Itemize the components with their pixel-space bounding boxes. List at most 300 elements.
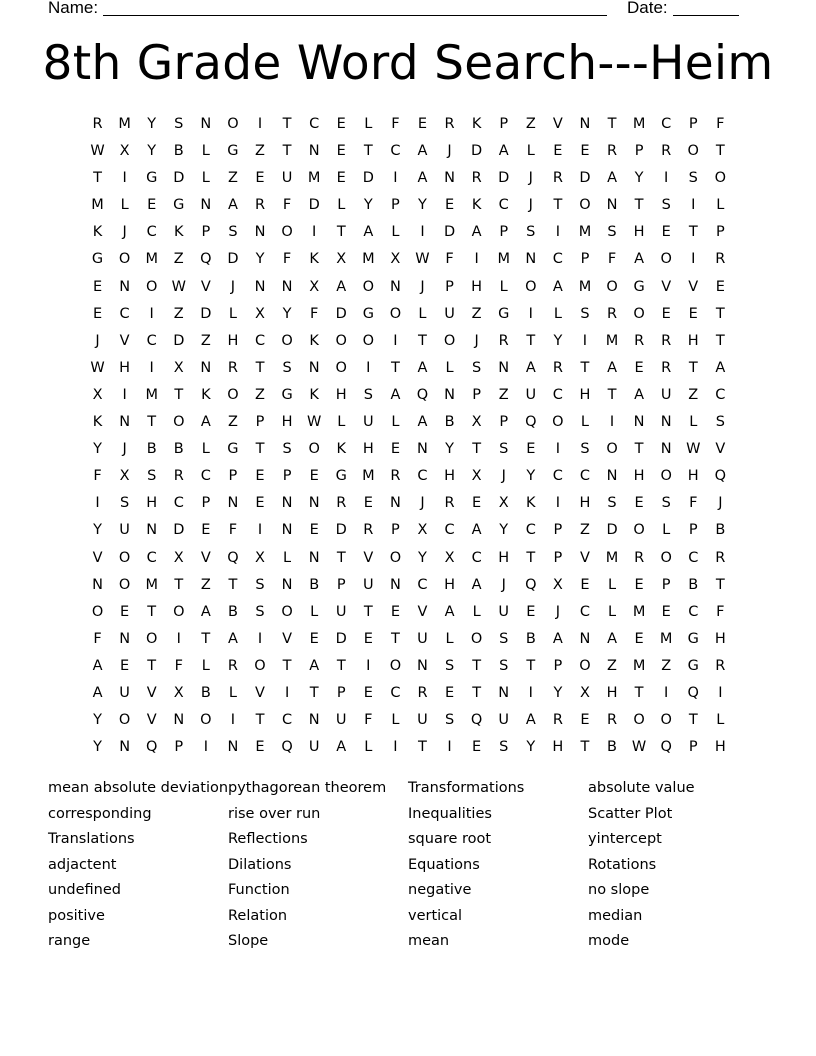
grid-letter: C <box>390 684 401 701</box>
grid-letter: W <box>686 441 701 458</box>
grid-letter: R <box>606 305 618 322</box>
grid-letter: E <box>444 684 455 701</box>
grid-letter: S <box>661 197 671 214</box>
grid-letter: N <box>498 684 510 701</box>
grid-letter: F <box>309 305 319 322</box>
grid-row <box>84 111 734 138</box>
grid-letter: E <box>634 495 644 512</box>
grid-letter: E <box>580 143 590 160</box>
grid-letter: S <box>580 441 590 458</box>
grid-letter: A <box>552 278 563 295</box>
grid-letter: P <box>201 495 211 512</box>
grid-letter: U <box>417 630 428 647</box>
grid-letter: T <box>634 197 644 214</box>
grid-letter: A <box>444 603 455 620</box>
grid-letter: N <box>389 495 401 512</box>
grid-letter: E <box>147 197 157 214</box>
word-list <box>48 778 768 957</box>
grid-letter: P <box>580 251 590 268</box>
grid-letter: T <box>390 630 400 647</box>
grid-letter: I <box>176 630 181 647</box>
word-list-item: Transformations <box>408 780 525 796</box>
grid-letter: I <box>312 224 317 241</box>
word-list-item: Rotations <box>588 856 657 873</box>
grid-letter: X <box>255 549 265 566</box>
grid-letter: H <box>335 386 347 403</box>
grid-letter: I <box>95 495 100 512</box>
grid-letter: Y <box>418 549 427 566</box>
grid-letter: I <box>528 305 533 322</box>
grid-letter: L <box>201 143 210 160</box>
date-label: Date: <box>627 0 668 17</box>
grid-letter: Z <box>498 386 509 403</box>
grid-letter: C <box>309 116 320 132</box>
grid-letter: N <box>281 576 293 593</box>
grid-letter: L <box>391 224 400 241</box>
grid-row <box>84 490 734 517</box>
grid-letter: R <box>715 251 726 268</box>
grid-letter: O <box>633 712 645 729</box>
grid-letter: I <box>122 170 127 187</box>
grid-letter: R <box>390 468 401 485</box>
word-list-item: square root <box>408 831 492 847</box>
grid-letter: O <box>227 116 239 132</box>
grid-letter: H <box>579 495 591 512</box>
grid-letter: F <box>364 712 373 729</box>
grid-letter: E <box>201 522 211 539</box>
word-list-item: mean <box>408 933 450 949</box>
grid-letter: A <box>471 224 482 241</box>
grid-letter: Y <box>445 441 454 458</box>
grid-letter: C <box>715 386 726 403</box>
grid-letter: X <box>255 305 265 322</box>
grid-letter: M <box>145 576 158 593</box>
word-list-item: yintercept <box>588 831 662 847</box>
grid-letter: M <box>632 603 646 620</box>
grid-letter: D <box>335 522 347 539</box>
grid-letter: S <box>499 739 509 756</box>
grid-letter: Q <box>687 684 699 701</box>
grid-letter: S <box>282 441 292 458</box>
grid-letter: X <box>579 684 590 701</box>
grid-row <box>84 653 734 680</box>
grid-letter: O <box>145 630 158 647</box>
grid-letter: L <box>310 603 319 620</box>
grid-letter: K <box>92 224 103 241</box>
grid-letter: P <box>553 522 563 539</box>
grid-letter: R <box>661 332 672 349</box>
grid-letter: D <box>227 251 239 268</box>
grid-letter: Y <box>526 739 536 756</box>
word-list-item: Dilations <box>228 856 292 873</box>
grid-letter: Z <box>200 332 211 349</box>
grid-letter: F <box>93 630 102 647</box>
grid-letter: T <box>634 441 644 458</box>
grid-letter: T <box>418 332 427 349</box>
grid-letter: C <box>471 549 482 566</box>
grid-letter: F <box>445 251 454 268</box>
grid-letter: U <box>363 576 374 593</box>
word-list-row <box>48 931 768 957</box>
grid-letter: E <box>661 305 671 322</box>
grid-letter: I <box>528 684 533 701</box>
grid-letter: I <box>664 684 669 701</box>
grid-letter: O <box>362 278 375 295</box>
grid-letter: O <box>687 143 699 160</box>
grid-letter: F <box>716 116 725 132</box>
grid-letter: N <box>579 630 591 647</box>
grid-letter: L <box>716 197 725 214</box>
grid-letter: R <box>606 143 618 160</box>
grid-letter: N <box>525 251 537 268</box>
grid-letter: W <box>90 143 105 160</box>
grid-letter: Z <box>255 386 265 403</box>
grid-letter: S <box>607 495 617 512</box>
grid-letter: H <box>714 739 726 756</box>
word-list-row <box>48 778 768 804</box>
grid-letter: P <box>282 468 292 485</box>
grid-letter: S <box>147 468 157 485</box>
grid-letter: S <box>120 495 130 512</box>
grid-letter: I <box>555 224 560 241</box>
grid-letter: Q <box>145 739 158 756</box>
grid-letter: H <box>579 386 591 403</box>
grid-letter: T <box>607 116 617 132</box>
grid-letter: N <box>308 712 320 729</box>
grid-letter: O <box>281 332 293 349</box>
grid-letter: R <box>606 712 618 729</box>
grid-letter: R <box>92 116 103 132</box>
grid-letter: E <box>634 359 644 376</box>
grid-letter: C <box>444 522 455 539</box>
grid-letter: J <box>501 576 506 593</box>
grid-letter: H <box>471 278 483 295</box>
grid-letter: K <box>526 495 536 512</box>
grid-letter: O <box>660 712 672 729</box>
grid-letter: A <box>634 386 645 403</box>
grid-letter: C <box>417 468 428 485</box>
grid-letter: P <box>472 386 481 403</box>
grid-letter: E <box>120 603 130 620</box>
grid-letter: T <box>715 143 725 160</box>
grid-letter: O <box>525 278 537 295</box>
grid-letter: M <box>145 251 158 268</box>
grid-letter: D <box>471 143 483 160</box>
grid-letter: E <box>92 305 103 322</box>
grid-letter: O <box>118 712 131 729</box>
grid-letter: V <box>200 549 211 566</box>
letter-grid <box>84 111 734 761</box>
grid-letter: U <box>660 386 672 403</box>
grid-letter: L <box>472 603 481 620</box>
grid-letter: C <box>552 386 563 403</box>
grid-letter: J <box>528 170 533 187</box>
grid-letter: N <box>308 549 320 566</box>
grid-letter: L <box>662 522 671 539</box>
grid-letter: U <box>119 522 130 539</box>
grid-letter: E <box>363 684 373 701</box>
grid-letter: E <box>580 712 590 729</box>
word-list-item: Reflections <box>228 831 308 847</box>
name-blank-line[interactable] <box>103 15 607 16</box>
grid-letter: O <box>633 305 645 322</box>
grid-letter: R <box>227 359 238 376</box>
grid-letter: R <box>634 332 645 349</box>
grid-letter: N <box>92 576 103 593</box>
grid-letter: E <box>363 630 373 647</box>
grid-letter: X <box>173 549 184 566</box>
grid-letter: V <box>119 332 130 349</box>
grid-letter: O <box>254 657 266 674</box>
grid-letter: T <box>282 143 292 160</box>
grid-letter: X <box>552 576 563 593</box>
grid-letter: T <box>418 739 427 756</box>
grid-letter: E <box>580 576 590 593</box>
grid-letter: I <box>691 251 696 268</box>
grid-letter: U <box>119 684 130 701</box>
grid-letter: I <box>393 170 398 187</box>
grid-letter: M <box>91 197 104 214</box>
grid-letter: O <box>308 441 320 458</box>
grid-letter: X <box>336 251 347 268</box>
grid-letter: G <box>362 305 374 322</box>
grid-letter: I <box>149 359 154 376</box>
grid-letter: J <box>718 495 723 512</box>
grid-letter: C <box>661 116 672 132</box>
grid-letter: L <box>418 305 427 322</box>
grid-letter: G <box>687 657 699 674</box>
grid-letter: E <box>688 305 698 322</box>
grid-letter: H <box>362 441 374 458</box>
grid-letter: L <box>445 630 454 647</box>
grid-letter: R <box>444 116 455 132</box>
grid-letter: S <box>444 712 455 729</box>
grid-letter: P <box>255 414 265 431</box>
grid-letter: P <box>228 468 238 485</box>
grid-letter: T <box>93 170 102 187</box>
grid-letter: O <box>714 170 727 187</box>
grid-letter: T <box>255 441 265 458</box>
grid-letter: A <box>336 278 347 295</box>
grid-letter: N <box>389 576 401 593</box>
grid-letter: G <box>227 441 239 458</box>
grid-letter: R <box>552 170 563 187</box>
grid-letter: O <box>606 441 618 458</box>
grid-letter: A <box>200 603 211 620</box>
grid-letter: O <box>91 603 104 620</box>
grid-letter: I <box>149 305 154 322</box>
grid-letter: C <box>146 549 157 566</box>
grid-letter: P <box>553 657 563 674</box>
grid-letter: H <box>119 359 131 376</box>
grid-letter: N <box>200 197 212 214</box>
grid-letter: E <box>634 630 644 647</box>
grid-letter: N <box>606 468 618 485</box>
grid-letter: W <box>171 278 186 295</box>
grid-letter: B <box>525 630 536 647</box>
grid-letter: O <box>118 251 131 268</box>
grid-letter: R <box>227 657 238 674</box>
grid-letter: Z <box>173 251 184 268</box>
grid-letter: D <box>335 305 347 322</box>
grid-letter: J <box>474 332 479 349</box>
grid-letter: E <box>336 170 346 187</box>
grid-letter: K <box>309 332 319 349</box>
grid-letter: J <box>528 197 533 214</box>
grid-letter: L <box>553 305 562 322</box>
grid-letter: Y <box>526 468 536 485</box>
grid-letter: S <box>607 224 617 241</box>
grid-letter: O <box>606 278 618 295</box>
grid-letter: E <box>715 278 725 295</box>
grid-letter: S <box>363 386 373 403</box>
grid-row <box>84 409 734 436</box>
grid-letter: L <box>228 305 237 322</box>
grid-letter: L <box>689 414 698 431</box>
grid-letter: T <box>472 657 482 674</box>
grid-letter: V <box>579 549 590 566</box>
grid-letter: N <box>281 278 293 295</box>
grid-letter: P <box>201 224 211 241</box>
grid-letter: T <box>228 576 238 593</box>
grid-letter: B <box>173 441 184 458</box>
grid-letter: H <box>444 468 455 485</box>
grid-letter: F <box>93 468 102 485</box>
grid-letter: E <box>336 143 346 160</box>
grid-letter: O <box>579 657 591 674</box>
grid-letter: P <box>445 278 454 295</box>
grid-letter: D <box>498 170 510 187</box>
grid-row <box>84 517 734 544</box>
grid-letter: Z <box>688 386 699 403</box>
grid-letter: C <box>146 224 157 241</box>
grid-letter: E <box>444 197 455 214</box>
grid-letter: A <box>92 657 103 674</box>
grid-letter: W <box>90 359 105 376</box>
grid-letter: A <box>607 630 617 647</box>
grid-letter: T <box>363 603 373 620</box>
grid-letter: T <box>688 224 698 241</box>
grid-letter: E <box>309 468 319 485</box>
grid-letter: J <box>122 441 127 458</box>
grid-letter: J <box>555 603 560 620</box>
grid-row <box>84 463 734 490</box>
grid-letter: S <box>499 630 509 647</box>
grid-letter: O <box>660 468 672 485</box>
grid-letter: D <box>362 170 374 187</box>
grid-letter: B <box>227 603 238 620</box>
grid-letter: N <box>579 116 591 132</box>
date-blank-line[interactable] <box>673 15 739 16</box>
word-list-row <box>48 804 768 830</box>
grid-letter: C <box>525 522 536 539</box>
grid-letter: L <box>526 143 535 160</box>
grid-letter: D <box>443 224 456 241</box>
grid-letter: N <box>660 414 672 431</box>
grid-letter: M <box>362 251 375 268</box>
grid-letter: K <box>174 224 184 241</box>
grid-letter: L <box>391 414 400 431</box>
grid-letter: G <box>281 386 293 403</box>
grid-letter: A <box>92 684 103 701</box>
grid-letter: I <box>664 170 669 187</box>
grid-letter: X <box>119 468 130 485</box>
grid-letter: C <box>579 603 590 620</box>
grid-letter: Z <box>525 116 536 132</box>
grid-letter: M <box>497 251 510 268</box>
word-list-item: corresponding <box>48 805 152 822</box>
grid-letter: Y <box>553 684 563 701</box>
grid-letter: O <box>660 251 672 268</box>
grid-row <box>84 626 734 653</box>
grid-letter: T <box>282 116 292 132</box>
grid-letter: N <box>444 386 455 403</box>
grid-letter: L <box>580 414 589 431</box>
grid-letter: Y <box>93 441 102 458</box>
grid-letter: U <box>444 305 455 322</box>
grid-letter: X <box>417 522 428 539</box>
grid-letter: M <box>118 116 131 132</box>
header <box>0 0 816 20</box>
grid-letter: R <box>661 359 672 376</box>
grid-letter: I <box>474 251 479 268</box>
grid-letter: P <box>688 116 698 132</box>
grid-row <box>84 355 734 382</box>
grid-letter: E <box>255 468 265 485</box>
grid-letter: M <box>632 657 646 674</box>
grid-letter: N <box>227 739 239 756</box>
grid-letter: T <box>688 359 698 376</box>
grid-letter: N <box>119 739 131 756</box>
grid-letter: Q <box>714 468 727 485</box>
grid-row <box>84 436 734 463</box>
grid-letter: X <box>444 549 455 566</box>
grid-letter: R <box>552 359 563 376</box>
grid-letter: T <box>607 386 617 403</box>
grid-letter: O <box>118 549 131 566</box>
grid-letter: H <box>687 332 699 349</box>
grid-letter: T <box>526 549 536 566</box>
grid-letter: V <box>688 278 699 295</box>
grid-letter: O <box>579 197 591 214</box>
word-list-item: vertical <box>408 907 463 924</box>
grid-letter: T <box>715 305 725 322</box>
grid-letter: G <box>687 630 699 647</box>
grid-letter: H <box>687 468 699 485</box>
grid-letter: A <box>417 143 428 160</box>
grid-letter: S <box>255 603 265 620</box>
grid-letter: T <box>174 386 184 403</box>
grid-letter: D <box>335 630 347 647</box>
grid-letter: V <box>363 549 374 566</box>
grid-letter: N <box>119 630 131 647</box>
grid-letter: J <box>420 278 425 295</box>
grid-letter: F <box>174 657 183 674</box>
grid-letter: Z <box>579 522 590 539</box>
grid-letter: Z <box>255 143 265 160</box>
grid-letter: T <box>526 657 536 674</box>
grid-letter: Y <box>147 143 157 160</box>
grid-letter: J <box>230 278 236 295</box>
grid-letter: H <box>227 332 239 349</box>
grid-letter: L <box>228 684 237 701</box>
grid-letter: M <box>632 116 646 132</box>
grid-letter: G <box>498 305 510 322</box>
grid-letter: O <box>200 712 212 729</box>
grid-letter: I <box>582 332 588 349</box>
grid-letter: M <box>578 224 592 241</box>
grid-row <box>84 328 734 355</box>
